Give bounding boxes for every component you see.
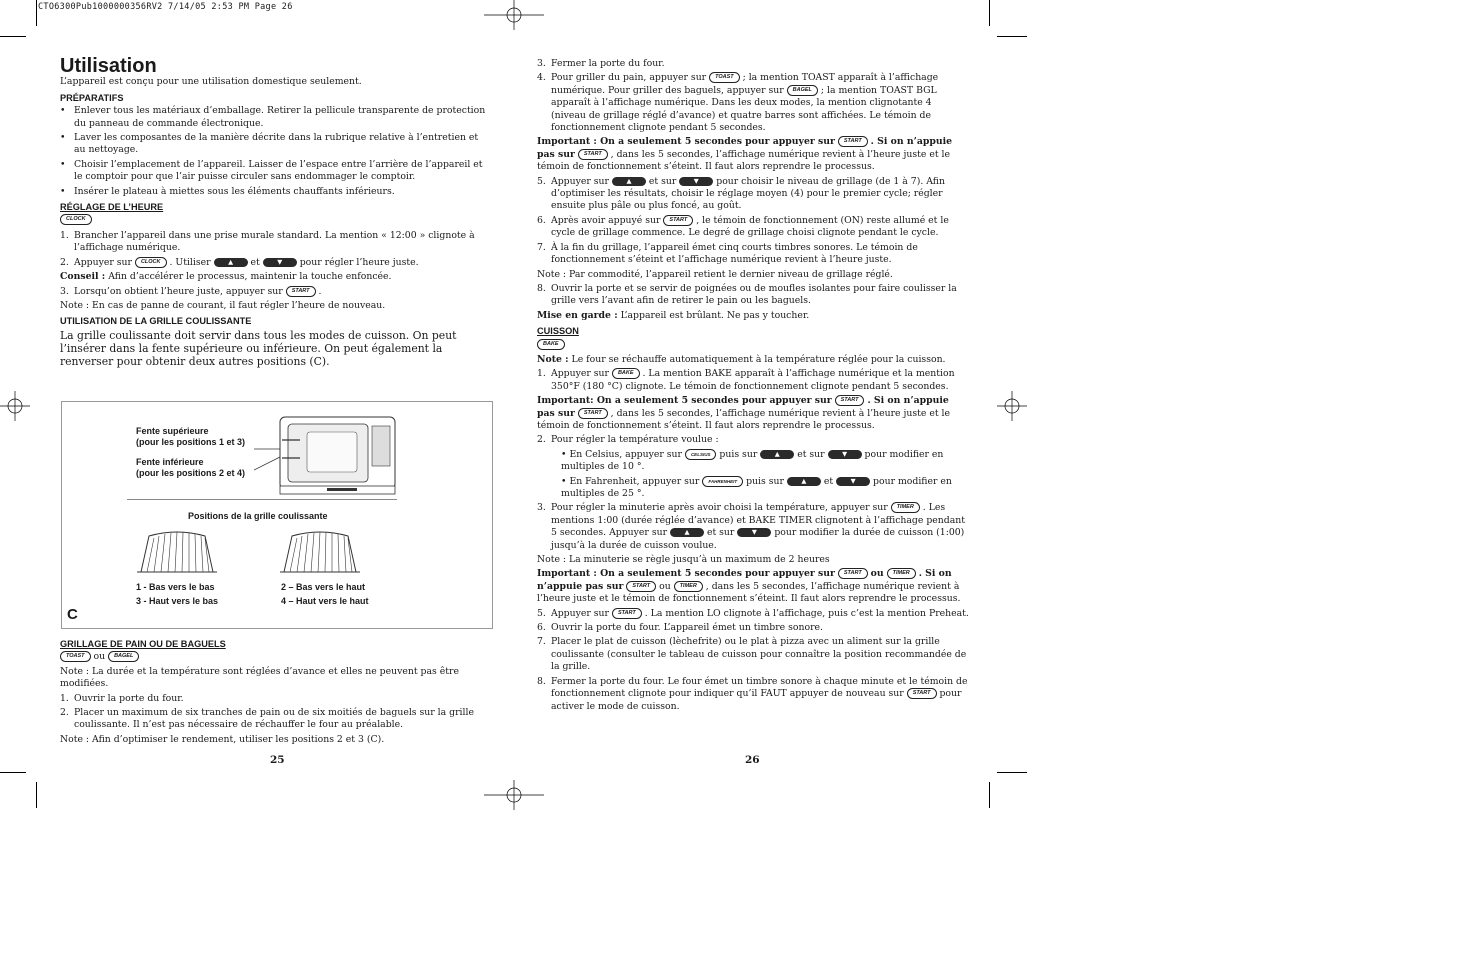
start-button-icon: START xyxy=(286,286,316,297)
list-item: • Enlever tous les matériaux d’emballage. Retirer la pellicule transparente de protection du panneau de commande électronique. xyxy=(60,105,486,129)
crop-mark xyxy=(989,0,990,26)
list-item: 1. Appuyer sur BAKE . La mention BAKE apparaît à l’affichage numérique et la mention 350°F (180 °C) clignote. Le témoin de fonctionnement clignote pendant 5 secondes. xyxy=(537,368,955,392)
sub-list-item: • En Fahrenheit, appuyer sur FAHRENHEIT puis sur ▲ et ▼ pour modifier en multiples de 25 °. xyxy=(561,475,952,499)
list-item: 4. Pour griller du pain, appuyer sur TOAST ; la mention TOAST apparaît à l’affichage numérique. Pour griller des baguels, appuyer sur BAGEL ; la mention TOAST BGL apparaît à l’affichage numérique. Dans les deux modes, la mention clignotante 4 (niveau de grillage réglé d’avance) et quatre barres sont affichées. Le témoin de fonctionnement clignote pendant 5 secondes. xyxy=(537,72,939,134)
list-item: 1. Ouvrir la porte du four. xyxy=(60,692,184,704)
position-label: 2 – Bas vers le haut xyxy=(281,582,366,592)
position-label: 4 – Haut vers le haut xyxy=(281,596,369,606)
timer-button-icon: TIMER xyxy=(891,502,920,513)
page-title: Utilisation xyxy=(60,55,157,77)
position-label: 1 - Bas vers le bas xyxy=(136,582,215,592)
list-item: 5. Appuyer sur START . La mention LO clignote à l’affichage, puis c’est la mention Preheat. xyxy=(537,607,969,619)
oven-illustration xyxy=(252,412,402,497)
start-button-icon: START xyxy=(578,408,608,419)
crop-mark xyxy=(997,772,1027,773)
list-item: • Choisir l’emplacement de l’appareil. Laisser de l’espace entre l’arrière de l’appareil et le comptoir pour que l’air puisse circuler sans endommager le comptoir. xyxy=(60,158,483,183)
rack-drawing-icon xyxy=(137,528,217,576)
crop-mark xyxy=(0,36,26,37)
start-button-icon: START xyxy=(907,688,937,699)
page-number: 26 xyxy=(745,754,760,766)
page-number: 25 xyxy=(270,754,285,766)
fahrenheit-button-icon: FAHRENHEIT xyxy=(702,476,743,487)
registration-mark xyxy=(997,391,1027,421)
list-item: 8. Ouvrir la porte et se servir de poignées ou de moufles isolantes pour faire coulisser la grille vers l’avant afin de retirer le pain ou les baguels. xyxy=(537,282,957,307)
list-item: 7. Placer le plat de cuisson (lèchefrite) ou le plat à pizza avec un aliment sur la grille coulissante (consulter le tableau de cuisson pour connaître la position recommandée de la grille. xyxy=(537,636,967,673)
note: Note : La minuterie se règle jusqu’à un maximum de 2 heures xyxy=(537,554,830,566)
upper-slot-label: Fente supérieure (pour les positions 1 et 3) xyxy=(136,426,246,447)
list-item: 3. Lorsqu’on obtient l’heure juste, appuyer sur START . xyxy=(60,285,322,297)
list-item: 6. Après avoir appuyé sur START , le témoin de fonctionnement (ON) reste allumé et le cycle de grillage commence. Le degré de grillage choisi clignote pendant le cycle. xyxy=(537,214,949,239)
important-note: Important : On a seulement 5 secondes pour appuyer sur START ou TIMER . Si on n’appuie pas sur START ou TIMER , dans les 5 secondes, l’affichage numérique revient à l’heure juste et le témoin de fonctionnement s’éteint. Il faut alors reprendre le processus. xyxy=(537,568,961,605)
start-button-icon: START xyxy=(578,149,608,160)
start-button-icon: START xyxy=(838,136,868,147)
list-item: • Laver les composantes de la manière décrite dans la rubrique relative à l’entretien et au nettoyage. xyxy=(60,132,479,156)
up-arrow-icon: ▲ xyxy=(214,258,248,267)
crop-mark xyxy=(0,772,26,773)
start-button-icon: START xyxy=(835,395,865,406)
left-page xyxy=(60,55,490,370)
up-arrow-icon: ▲ xyxy=(760,450,794,459)
toast-button-icon: TOAST xyxy=(60,651,91,662)
warning: Mise en garde : L’appareil est brûlant. Ne pas y toucher. xyxy=(537,309,810,321)
list-item: 5. Appuyer sur ▲ et sur ▼ pour choisir le niveau de grillage (de 1 à 7). Afin d’optimiser les résultats, choisir le réglage moyen (4) pour le premier cycle; régler ensuite plus pâle ou plus foncé, au goût. xyxy=(537,175,945,212)
up-arrow-icon: ▲ xyxy=(787,477,821,486)
list-item: 2. Pour régler la température voulue : xyxy=(537,434,719,446)
divider xyxy=(127,499,397,500)
up-arrow-icon: ▲ xyxy=(612,177,646,186)
section-heading: CUISSON xyxy=(537,326,579,337)
left-page-bottom: GRILLAGE DE PAIN OU DE BAGUELS TOAST ou BAGEL Note : La durée et la température sont réglées d’avance et elles ne peuvent pas être modifiées. 1. Ouvrir la porte du four. 2. Placer un maximum de six tranches de pain ou de six moitiés de baguels sur la grille coulissante. Il n’est pas nécessaire de réchauffer le four au préalable. Note : Afin d’optimiser le rendement, utiliser les positions 2 et 3 (C). xyxy=(60,635,490,748)
tip: Conseil : Afin d’accélérer le processus, maintenir la touche enfoncée. xyxy=(60,271,392,283)
start-button-icon: START xyxy=(838,568,868,579)
rack-positions-figure xyxy=(61,401,493,629)
registration-mark xyxy=(484,780,544,810)
figure-caption: Positions de la grille coulissante xyxy=(188,511,328,521)
start-button-icon: START xyxy=(626,581,656,592)
note: Note : Le four se réchauffe automatiquement à la température réglée pour la cuisson. xyxy=(537,353,946,365)
down-arrow-icon: ▼ xyxy=(679,177,713,186)
down-arrow-icon: ▼ xyxy=(263,258,297,267)
timer-button-icon: TIMER xyxy=(887,568,916,579)
note: Note : La durée et la température sont réglées d’avance et elles ne peuvent pas être modifiées. xyxy=(60,665,459,690)
list-item: 7. À la fin du grillage, l’appareil émet cinq courts timbres sonores. Le témoin de fonctionnement s’éteint et l’affichage numérique revient à l’heure juste. xyxy=(537,241,918,266)
celsius-button-icon: CELSIUS xyxy=(685,449,717,460)
crop-mark xyxy=(36,782,37,808)
list-item: 1. Brancher l’appareil dans une prise murale standard. La mention « 12:00 » clignote à l’affichage numérique. xyxy=(60,229,475,254)
print-slug: CTO6300Pub1000000356RV2 7/14/05 2:53 PM Page 26 xyxy=(38,2,293,12)
registration-mark xyxy=(484,0,544,30)
list-item: 6. Ouvrir la porte du four. L’appareil émet un timbre sonore. xyxy=(537,622,823,634)
bake-button-icon: BAKE xyxy=(537,339,565,350)
section-heading: GRILLAGE DE PAIN OU DE BAGUELS xyxy=(60,639,226,649)
note: Note : Afin d’optimiser le rendement, utiliser les positions 2 et 3 (C). xyxy=(60,733,385,745)
bake-button-icon: BAKE xyxy=(612,368,640,379)
note: Note : Par commodité, l’appareil retient le dernier niveau de grillage réglé. xyxy=(537,268,893,280)
rack-drawing-icon xyxy=(280,528,360,576)
bagel-button-icon: BAGEL xyxy=(108,651,139,662)
sub-list-item: • En Celsius, appuyer sur CELSIUS puis sur ▲ et sur ▼ pour modifier en multiples de 10 °. xyxy=(561,448,944,473)
right-page xyxy=(537,58,969,715)
important-note: Important: On a seulement 5 secondes pour appuyer sur START . Si on n’appuie pas sur START , dans les 5 secondes, l’affichage numérique revient à l’heure juste et le témoin de fonctionnement s’éteint. Il faut alors reprendre le processus. xyxy=(537,395,951,431)
list-item: 8. Fermer la porte du four. Le four émet un timbre sonore à chaque minute et le témoin de fonctionnement clignote pour indiquer qu’il FAUT appuyer de nouveau sur START pour activer le mode de cuisson. xyxy=(537,675,968,712)
crop-mark xyxy=(36,0,37,26)
figure-letter: C xyxy=(67,606,78,623)
paragraph: La grille coulissante doit servir dans tous les modes de cuisson. On peut l’insérer dans la fente supérieure ou inférieure. On peut également la renverser pour obtenir deux autres positions (C). xyxy=(60,328,457,368)
important-note: Important : On a seulement 5 secondes pour appuyer sur START . Si on n’appuie pas sur START , dans les 5 secondes, l’affichage numérique revient à l’heure juste et le témoin de fonctionnement s’éteint. Il faut alors reprendre le processus. xyxy=(537,136,953,173)
lower-slot-label: Fente inférieure (pour les positions 2 et 4) xyxy=(136,457,246,478)
start-button-icon: START xyxy=(663,215,693,226)
crop-mark xyxy=(997,36,1027,37)
list-item: • Insérer le plateau à miettes sous les éléments chauffants inférieurs. xyxy=(60,185,395,197)
list-item: 2. Placer un maximum de six tranches de pain ou de six moitiés de baguels sur la grille coulissante. Il n’est pas nécessaire de réchauffer le four au préalable. xyxy=(60,707,474,731)
list-item: 3. Pour régler la minuterie après avoir choisi la température, appuyer sur TIMER . Les mentions 1:00 (durée réglée d’avance) et BAKE TIMER clignotent à l’affichage pendant 5 secondes. Appuyer sur ▲ et sur ▼ pour modifier la durée de cuisson (1:00) jusqu’à la durée de cuisson voulue. xyxy=(537,502,965,551)
position-label: 3 - Haut vers le bas xyxy=(136,596,219,606)
up-arrow-icon: ▲ xyxy=(670,528,704,537)
list-item: 3. Fermer la porte du four. xyxy=(537,58,665,69)
intro: L’appareil est conçu pour une utilisation domestique seulement. xyxy=(60,76,362,88)
down-arrow-icon: ▼ xyxy=(737,528,771,537)
timer-button-icon: TIMER xyxy=(674,581,703,592)
section-heading: RÉGLAGE DE L’HEURE xyxy=(60,202,164,213)
clock-button-icon: CLOCK xyxy=(60,214,92,225)
start-button-icon: START xyxy=(612,608,642,619)
list-item: 2. Appuyer sur CLOCK . Utiliser ▲ et ▼ pour régler l’heure juste. xyxy=(60,256,419,268)
section-heading: PRÉPARATIFS xyxy=(60,92,124,103)
down-arrow-icon: ▼ xyxy=(828,450,862,459)
toast-button-icon: TOAST xyxy=(709,72,740,83)
crop-mark xyxy=(989,782,990,808)
registration-mark xyxy=(0,391,30,421)
note: Note : En cas de panne de courant, il faut régler l’heure de nouveau. xyxy=(60,299,386,311)
section-heading: UTILISATION DE LA GRILLE COULISSANTE xyxy=(60,316,252,327)
down-arrow-icon: ▼ xyxy=(836,477,870,486)
clock-button-icon: CLOCK xyxy=(135,257,167,268)
bagel-button-icon: BAGEL xyxy=(787,85,818,96)
